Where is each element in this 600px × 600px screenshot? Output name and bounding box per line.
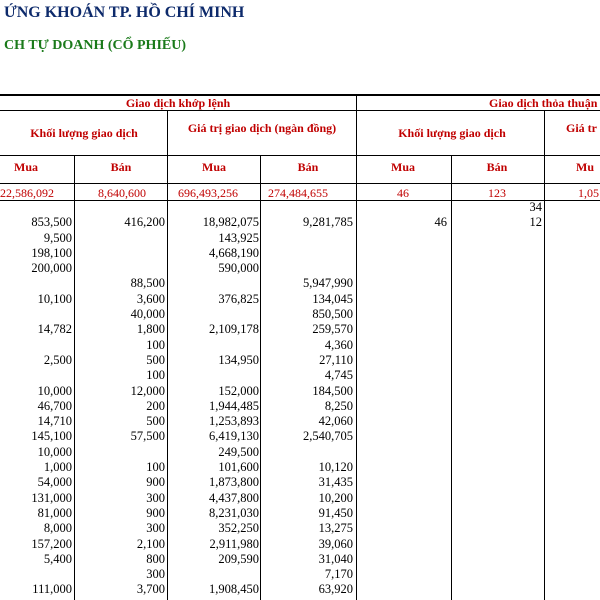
- table-row: [0, 552, 600, 567]
- cell-sell-value: 8,250: [324, 398, 353, 413]
- cell-buy-volume: 54,000: [37, 475, 72, 490]
- cell-buy-volume: [0, 200, 72, 215]
- cell-sell-volume: [72, 246, 165, 261]
- cell-sell-value: 10,120: [318, 460, 353, 475]
- cell-sell-volume: 800: [146, 551, 165, 566]
- table-row: [0, 384, 600, 399]
- cell-buy-neg-volume: [353, 246, 447, 261]
- cell-sell-volume: 3,600: [136, 291, 165, 306]
- cell-buy-volume: 14,710: [37, 414, 72, 429]
- table-row: [0, 429, 600, 444]
- total-sell-volume: 8,640,600: [98, 186, 146, 200]
- cell-sell-value: 91,450: [318, 505, 353, 520]
- col-header-buy-value: Mua: [202, 160, 226, 174]
- data-table-body: [0, 200, 600, 598]
- data-table: [0, 200, 600, 598]
- cell-sell-neg-volume: [447, 399, 542, 414]
- total-buy-neg-volume: 46: [397, 186, 409, 200]
- cell-buy-neg-volume: [353, 353, 447, 368]
- cell-sell-neg-volume: [447, 460, 542, 475]
- cell-buy-value: 8,231,030: [209, 505, 259, 520]
- cell-buy-neg-value: [542, 261, 600, 276]
- table-row: [0, 506, 600, 521]
- cell-buy-volume: 10,000: [37, 383, 72, 398]
- cell-sell-value: 27,110: [319, 352, 353, 367]
- cell-sell-volume: [72, 200, 165, 215]
- cell-sell-value: 31,040: [318, 551, 353, 566]
- cell-buy-value: 376,825: [218, 291, 259, 306]
- cell-buy-value: [165, 368, 259, 383]
- cell-buy-neg-volume: [353, 384, 447, 399]
- cell-sell-volume: 900: [146, 505, 165, 520]
- cell-buy-neg-volume: [353, 338, 447, 353]
- cell-buy-volume: 46,700: [37, 398, 72, 413]
- cell-sell-neg-volume: [447, 552, 542, 567]
- cell-buy-volume: 5,400: [43, 551, 72, 566]
- volume-header: Khối lượng giao dịch: [30, 126, 138, 140]
- report-subtitle: CH TỰ DOANH (CỔ PHIẾU): [4, 38, 186, 53]
- cell-sell-neg-volume: [447, 368, 542, 383]
- cell-buy-volume: 853,500: [31, 215, 72, 230]
- cell-buy-value: 143,925: [218, 230, 259, 245]
- cell-buy-neg-value: [542, 537, 600, 552]
- cell-buy-neg-volume: [353, 307, 447, 322]
- cell-buy-neg-value: [542, 567, 600, 582]
- cell-sell-neg-volume: 34: [529, 200, 542, 214]
- cell-sell-value: 5,947,990: [303, 276, 353, 291]
- table-row: [0, 276, 600, 291]
- cell-sell-value: 134,045: [312, 291, 353, 306]
- cell-sell-volume: 416,200: [124, 215, 165, 230]
- cell-sell-volume: 300: [146, 567, 165, 582]
- cell-buy-value: 249,500: [218, 444, 259, 459]
- cell-sell-value: 4,745: [324, 368, 353, 383]
- cell-buy-neg-volume: [353, 322, 447, 337]
- cell-buy-value: 209,590: [218, 551, 259, 566]
- cell-sell-neg-volume: [447, 322, 542, 337]
- cell-buy-neg-volume: [353, 475, 447, 490]
- cell-buy-neg-value: [542, 215, 600, 230]
- cell-buy-volume: 10,000: [37, 444, 72, 459]
- cell-buy-neg-volume: [353, 567, 447, 582]
- cell-sell-value: 63,920: [318, 582, 353, 597]
- negotiated-trades-header: Giao dịch thỏa thuận: [489, 96, 598, 110]
- cell-sell-value: [259, 231, 353, 246]
- table-row: [0, 246, 600, 261]
- cell-buy-value: 4,437,800: [209, 490, 259, 505]
- cell-buy-volume: [0, 368, 72, 383]
- table-row: [0, 261, 600, 276]
- total-sell-neg-volume: 123: [488, 186, 506, 200]
- cell-buy-neg-volume: [353, 429, 447, 444]
- cell-buy-neg-value: [542, 445, 600, 460]
- cell-sell-volume: 12,000: [130, 383, 165, 398]
- col-header-buy-neg-value: Mu: [576, 160, 594, 174]
- cell-sell-neg-volume: [447, 384, 542, 399]
- cell-buy-neg-value: [542, 338, 600, 353]
- cell-sell-volume: 300: [146, 490, 165, 505]
- cell-buy-neg-value: [542, 552, 600, 567]
- cell-buy-volume: 2,500: [43, 352, 72, 367]
- table-row: [0, 537, 600, 552]
- table-row: [0, 215, 600, 230]
- cell-buy-neg-volume: [353, 445, 447, 460]
- cell-sell-volume: 100: [146, 337, 165, 352]
- cell-sell-value: 39,060: [318, 536, 353, 551]
- cell-buy-value: [165, 307, 259, 322]
- total-buy-value: 696,493,256: [178, 186, 238, 200]
- cell-sell-neg-volume: [447, 338, 542, 353]
- cell-sell-volume: 40,000: [130, 307, 165, 322]
- cell-sell-value: 184,500: [312, 383, 353, 398]
- table-row: [0, 231, 600, 246]
- cell-buy-volume: 200,000: [31, 261, 72, 276]
- cell-buy-neg-value: [542, 384, 600, 399]
- cell-sell-value: 850,500: [312, 307, 353, 322]
- cell-buy-value: [165, 338, 259, 353]
- cell-buy-neg-volume: [353, 582, 447, 597]
- cell-buy-neg-value: [542, 231, 600, 246]
- col-header-sell-volume: Bán: [110, 160, 132, 174]
- cell-sell-volume: 88,500: [130, 276, 165, 291]
- report-title: ỨNG KHOÁN TP. HỒ CHÍ MINH: [4, 4, 245, 21]
- cell-sell-volume: 100: [146, 368, 165, 383]
- cell-buy-value: [165, 567, 259, 582]
- cell-buy-volume: 10,100: [37, 291, 72, 306]
- cell-sell-value: 2,540,705: [303, 429, 353, 444]
- cell-buy-volume: 111,000: [32, 582, 72, 597]
- table-row: [0, 445, 600, 460]
- cell-buy-value: 152,000: [218, 383, 259, 398]
- cell-sell-neg-volume: [447, 231, 542, 246]
- value-header: Giá trị giao dịch (ngàn đồng): [187, 121, 337, 135]
- cell-buy-neg-volume: [353, 491, 447, 506]
- col-header-buy-volume: Mua: [14, 160, 38, 174]
- cell-sell-volume: 2,100: [136, 536, 165, 551]
- cell-sell-neg-volume: [447, 429, 542, 444]
- cell-buy-neg-volume: [353, 231, 447, 246]
- cell-sell-volume: 3,700: [136, 582, 165, 597]
- cell-sell-value: 42,060: [318, 414, 353, 429]
- cell-buy-volume: 198,100: [31, 245, 72, 260]
- cell-buy-volume: 81,000: [37, 505, 72, 520]
- cell-buy-volume: 9,500: [43, 230, 72, 245]
- matched-trades-header: Giao dịch khớp lệnh: [125, 96, 231, 110]
- table-row: [0, 491, 600, 506]
- table-row: [0, 353, 600, 368]
- cell-sell-neg-volume: [447, 445, 542, 460]
- table-row: [0, 460, 600, 475]
- cell-buy-neg-value: [542, 246, 600, 261]
- col-header-sell-neg-volume: Bán: [486, 160, 508, 174]
- cell-sell-neg-volume: [447, 582, 542, 597]
- cell-sell-value: 259,570: [312, 322, 353, 337]
- cell-buy-volume: 131,000: [31, 490, 72, 505]
- cell-buy-neg-value: [542, 506, 600, 521]
- cell-buy-neg-value: [542, 399, 600, 414]
- negotiated-volume-header: Khối lượng giao dịch: [398, 126, 506, 140]
- cell-buy-value: 101,600: [218, 460, 259, 475]
- total-buy-volume: 22,586,092: [0, 186, 54, 200]
- cell-buy-value: 352,250: [218, 521, 259, 536]
- subheader-divider: [0, 183, 600, 184]
- cell-buy-neg-value: [542, 200, 600, 215]
- table-row: [0, 292, 600, 307]
- cell-sell-neg-volume: [447, 506, 542, 521]
- cell-buy-volume: 1,000: [43, 460, 72, 475]
- table-row: [0, 475, 600, 490]
- cell-sell-neg-volume: [447, 521, 542, 536]
- cell-sell-volume: 100: [146, 460, 165, 475]
- cell-buy-neg-value: [542, 460, 600, 475]
- cell-buy-neg-volume: [353, 414, 447, 429]
- cell-buy-value: 1,944,485: [209, 398, 259, 413]
- cell-sell-value: [259, 200, 353, 215]
- cell-sell-volume: 500: [146, 414, 165, 429]
- cell-buy-value: 1,253,893: [209, 414, 259, 429]
- cell-sell-volume: [72, 445, 165, 460]
- cell-buy-volume: [0, 276, 72, 291]
- table-row: [0, 521, 600, 536]
- cell-sell-value: 10,200: [318, 490, 353, 505]
- cell-sell-value: [259, 445, 353, 460]
- cell-sell-neg-volume: [447, 491, 542, 506]
- cell-buy-value: 590,000: [218, 261, 259, 276]
- total-buy-neg-value: 1,05: [578, 186, 599, 200]
- cell-sell-volume: [72, 261, 165, 276]
- cell-sell-volume: 57,500: [130, 429, 165, 444]
- cell-sell-neg-volume: [447, 537, 542, 552]
- cell-sell-volume: 1,800: [136, 322, 165, 337]
- cell-buy-value: [165, 200, 259, 215]
- cell-buy-neg-value: [542, 582, 600, 597]
- cell-sell-neg-volume: [447, 307, 542, 322]
- cell-buy-value: 2,911,980: [209, 536, 259, 551]
- col-header-sell-value: Bán: [297, 160, 319, 174]
- cell-buy-volume: 145,100: [31, 429, 72, 444]
- cell-sell-value: [259, 246, 353, 261]
- cell-buy-neg-value: [542, 475, 600, 490]
- cell-sell-volume: 500: [146, 352, 165, 367]
- cell-buy-value: 4,668,190: [209, 245, 259, 260]
- cell-buy-neg-volume: [353, 200, 447, 215]
- cell-buy-value: 1,908,450: [209, 582, 259, 597]
- cell-buy-neg-value: [542, 414, 600, 429]
- cell-sell-neg-volume: [447, 246, 542, 261]
- cell-buy-neg-volume: [353, 552, 447, 567]
- cell-buy-neg-volume: [353, 460, 447, 475]
- cell-buy-value: 1,873,800: [209, 475, 259, 490]
- cell-sell-neg-volume: [447, 567, 542, 582]
- table-row: [0, 414, 600, 429]
- col-header-buy-neg-volume: Mua: [391, 160, 415, 174]
- cell-sell-volume: 300: [146, 521, 165, 536]
- cell-buy-value: 18,982,075: [202, 215, 259, 230]
- cell-sell-value: 31,435: [318, 475, 353, 490]
- table-row: [0, 322, 600, 337]
- table-row: [0, 368, 600, 383]
- cell-sell-volume: [72, 231, 165, 246]
- table-row: [0, 399, 600, 414]
- cell-buy-volume: [0, 338, 72, 353]
- cell-buy-neg-value: [542, 429, 600, 444]
- cell-buy-neg-value: [542, 368, 600, 383]
- cell-sell-neg-volume: 12: [529, 215, 542, 230]
- cell-buy-value: 134,950: [218, 352, 259, 367]
- table-row: [0, 567, 600, 582]
- cell-sell-value: 7,170: [324, 567, 353, 582]
- table-row: [0, 200, 600, 215]
- cell-sell-volume: 900: [146, 475, 165, 490]
- cell-buy-neg-volume: [353, 399, 447, 414]
- cell-buy-neg-volume: [353, 506, 447, 521]
- cell-buy-neg-volume: [353, 276, 447, 291]
- cell-buy-neg-volume: [353, 292, 447, 307]
- cell-sell-neg-volume: [447, 292, 542, 307]
- cell-sell-value: 9,281,785: [303, 215, 353, 230]
- cell-sell-neg-volume: [447, 353, 542, 368]
- cell-sell-value: [259, 261, 353, 276]
- cell-buy-neg-value: [542, 353, 600, 368]
- cell-buy-neg-value: [542, 491, 600, 506]
- cell-buy-volume: 157,200: [31, 536, 72, 551]
- cell-sell-neg-volume: [447, 414, 542, 429]
- cell-buy-neg-volume: [353, 261, 447, 276]
- cell-sell-neg-volume: [447, 276, 542, 291]
- cell-buy-neg-value: [542, 292, 600, 307]
- cell-buy-value: 2,109,178: [209, 322, 259, 337]
- cell-sell-value: 4,360: [324, 337, 353, 352]
- table-row: [0, 582, 600, 597]
- cell-sell-neg-volume: [447, 475, 542, 490]
- cell-buy-volume: [0, 307, 72, 322]
- cell-buy-neg-volume: [353, 537, 447, 552]
- negotiated-value-header: Giá tr: [566, 121, 597, 135]
- cell-buy-volume: [0, 567, 72, 582]
- cell-sell-neg-volume: [447, 261, 542, 276]
- cell-buy-value: [165, 276, 259, 291]
- cell-buy-value: 6,419,130: [209, 429, 259, 444]
- cell-buy-neg-value: [542, 521, 600, 536]
- cell-buy-volume: 14,782: [37, 322, 72, 337]
- cell-buy-neg-value: [542, 307, 600, 322]
- cell-buy-neg-volume: 46: [434, 215, 447, 230]
- table-row: [0, 338, 600, 353]
- table-row: [0, 307, 600, 322]
- total-sell-value: 274,484,655: [268, 186, 328, 200]
- cell-buy-neg-volume: [353, 521, 447, 536]
- cell-sell-value: 13,275: [318, 521, 353, 536]
- column-header-divider: [0, 155, 600, 156]
- cell-buy-volume: 8,000: [43, 521, 72, 536]
- cell-buy-neg-volume: [353, 368, 447, 383]
- cell-buy-neg-value: [542, 276, 600, 291]
- cell-buy-neg-value: [542, 322, 600, 337]
- cell-sell-volume: 200: [146, 398, 165, 413]
